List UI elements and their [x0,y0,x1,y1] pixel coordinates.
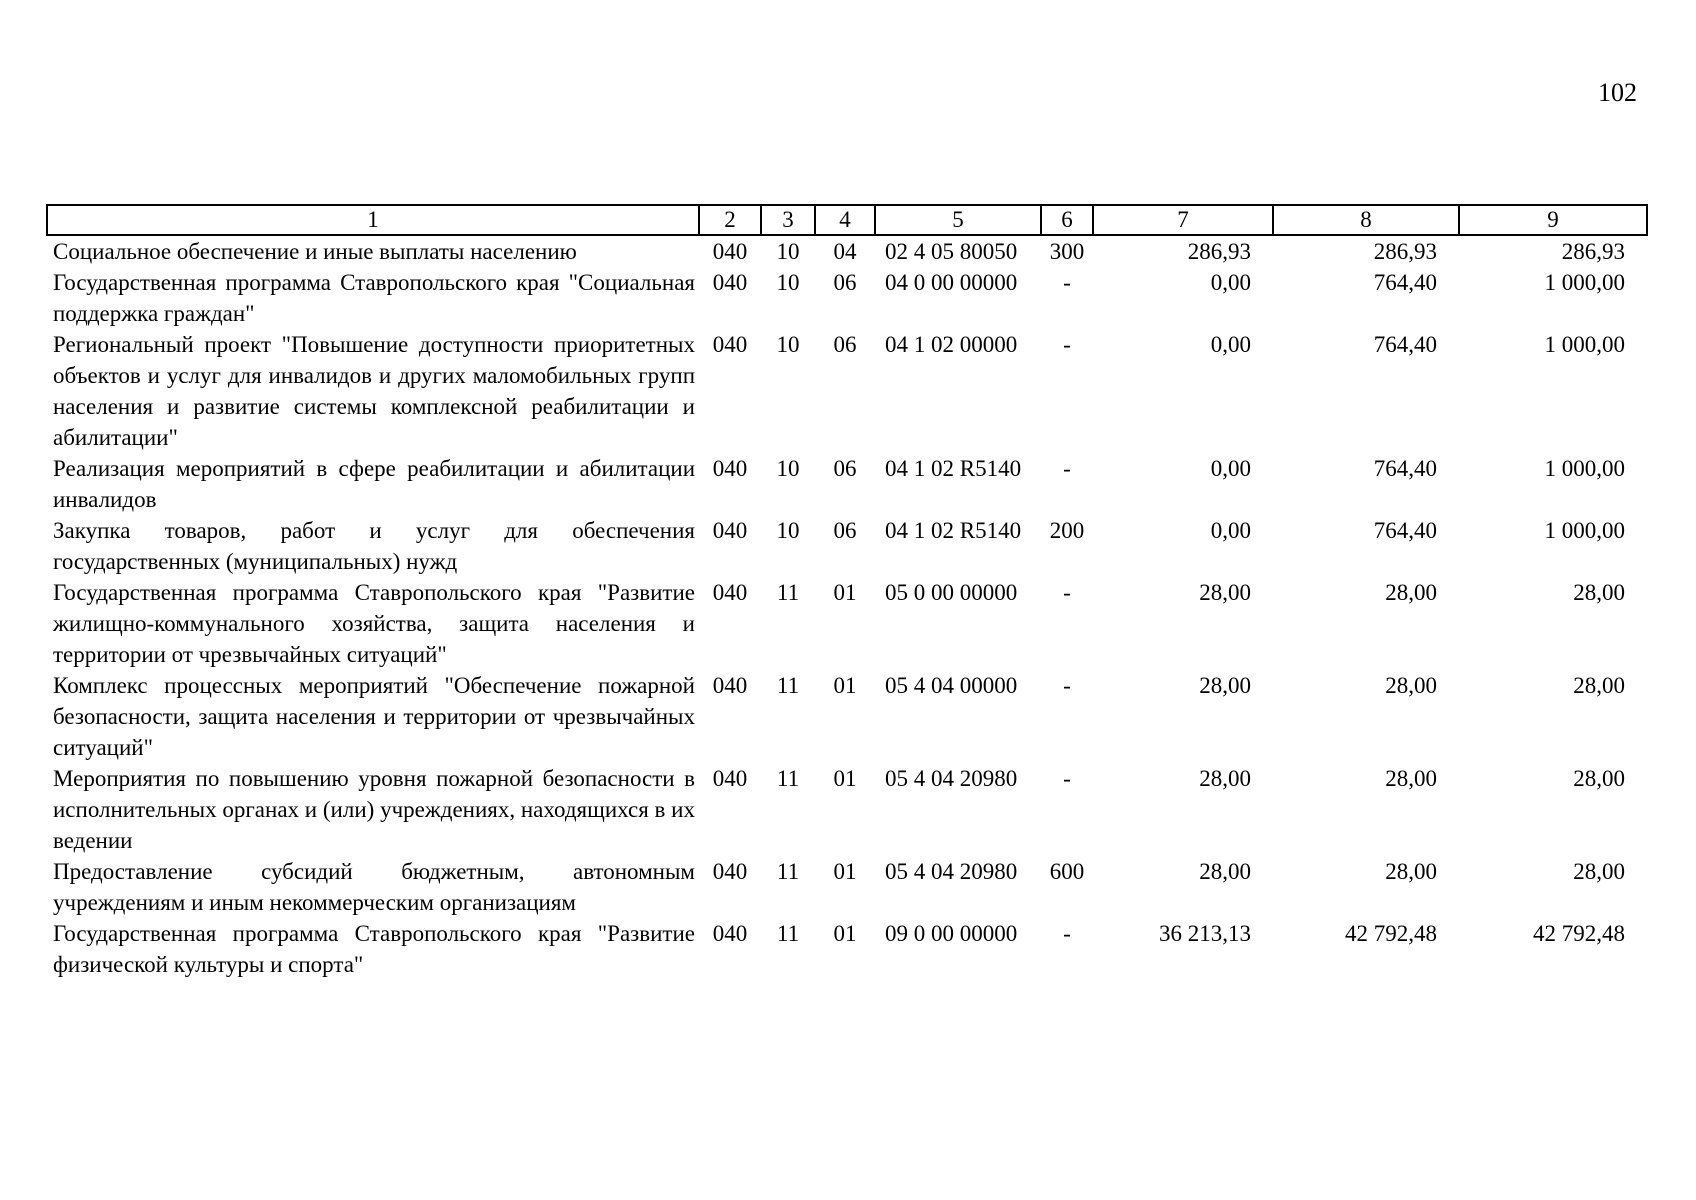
row-ministry: 040 [712,239,748,264]
row-target-article: 05 4 04 20980 [885,859,1018,884]
row-section: 10 [776,239,800,264]
row-value-col7: 0,00 [1210,332,1251,357]
row-name: Государственная программа Ставропольского края "Социальная поддержка граждан" [53,270,695,326]
row-ministry: 040 [712,580,748,605]
row-subsection: 06 [833,270,857,295]
column-header: 7 [1093,205,1273,235]
column-header: 2 [699,205,761,235]
row-value-col9: 28,00 [1573,673,1625,698]
budget-table [46,204,1648,980]
row-section: 11 [776,859,800,884]
row-ministry: 040 [712,332,748,357]
row-subsection: 01 [833,921,857,946]
row-name: Государственная программа Ставропольского края "Развитие жилищно-коммунального хозяйства, защита населения и территории от чрезвычайных ситуаций" [53,580,695,667]
row-expense-type: 200 [1049,518,1085,543]
row-name: Реализация мероприятий в сфере реабилитации и абилитации инвалидов [53,456,695,512]
row-target-article: 04 0 00 00000 [885,270,1018,295]
row-value-col9: 1 000,00 [1544,518,1625,543]
row-subsection: 06 [833,456,857,481]
row-section: 10 [776,456,800,481]
table-row [47,235,1647,267]
table-body [47,235,1647,980]
page-number: 102 [1598,78,1637,107]
row-subsection: 01 [833,766,857,791]
row-subsection: 01 [833,673,857,698]
row-value-col8: 764,40 [1373,456,1437,481]
row-expense-type: 600 [1049,859,1085,884]
row-section: 10 [776,270,800,295]
row-value-col8: 28,00 [1385,580,1437,605]
column-header: 5 [875,205,1041,235]
row-value-col9: 28,00 [1573,580,1625,605]
table-row [47,267,1647,329]
row-section: 11 [776,673,800,698]
row-expense-type: - [1063,332,1071,357]
row-ministry: 040 [712,673,748,698]
row-value-col7: 28,00 [1199,859,1251,884]
column-header: 1 [47,205,699,235]
row-subsection: 04 [833,239,857,264]
column-header: 6 [1041,205,1093,235]
table-row [47,918,1647,980]
row-value-col9: 28,00 [1573,859,1625,884]
row-value-col9: 1 000,00 [1544,332,1625,357]
row-value-col8: 42 792,48 [1345,921,1437,946]
row-value-col8: 28,00 [1385,859,1437,884]
row-target-article: 04 1 02 R5140 [885,456,1022,481]
row-ministry: 040 [712,859,748,884]
row-expense-type: - [1063,580,1071,605]
row-target-article: 05 4 04 00000 [885,673,1018,698]
row-value-col7: 28,00 [1199,673,1251,698]
row-section: 10 [776,518,800,543]
row-section: 11 [776,921,800,946]
row-section: 11 [776,766,800,791]
row-expense-type: - [1063,766,1071,791]
header-row [47,205,1647,235]
row-expense-type: - [1063,921,1071,946]
row-subsection: 06 [833,518,857,543]
row-value-col8: 764,40 [1373,332,1437,357]
row-target-article: 04 1 02 00000 [885,332,1018,357]
row-value-col8: 286,93 [1373,239,1437,264]
row-expense-type: 300 [1049,239,1085,264]
table-row [47,515,1647,577]
row-value-col7: 0,00 [1210,518,1251,543]
row-section: 10 [776,332,800,357]
row-value-col7: 36 213,13 [1159,921,1251,946]
row-value-col8: 28,00 [1385,766,1437,791]
column-header: 3 [761,205,815,235]
row-value-col8: 764,40 [1373,518,1437,543]
row-value-col8: 764,40 [1373,270,1437,295]
row-ministry: 040 [712,456,748,481]
table-row [47,329,1647,453]
row-target-article: 04 1 02 R5140 [885,518,1022,543]
row-expense-type: - [1063,673,1071,698]
column-header: 4 [815,205,875,235]
row-name: Предоставление субсидий бюджетным, автономным учреждениям и иным некоммерческим организациям [53,859,695,915]
row-target-article: 02 4 05 80050 [885,239,1018,264]
row-value-col8: 28,00 [1385,673,1437,698]
column-header: 8 [1273,205,1459,235]
row-name: Мероприятия по повышению уровня пожарной безопасности в исполнительных органах и (или) учреждениях, находящихся в их ведении [53,766,695,853]
row-ministry: 040 [712,921,748,946]
table-row [47,856,1647,918]
row-value-col7: 0,00 [1210,270,1251,295]
row-target-article: 05 0 00 00000 [885,580,1018,605]
row-expense-type: - [1063,456,1071,481]
row-name: Социальное обеспечение и иные выплаты населению [53,239,577,264]
row-name: Закупка товаров, работ и услуг для обеспечения государственных (муниципальных) нужд [53,518,695,574]
row-target-article: 09 0 00 00000 [885,921,1018,946]
row-value-col7: 286,93 [1187,239,1251,264]
table-row [47,453,1647,515]
row-ministry: 040 [712,766,748,791]
row-subsection: 06 [833,332,857,357]
row-section: 11 [776,580,800,605]
row-value-col9: 1 000,00 [1544,270,1625,295]
table-row [47,577,1647,670]
row-value-col9: 42 792,48 [1533,921,1625,946]
row-name: Региональный проект "Повышение доступности приоритетных объектов и услуг для инвалидов и других маломобильных групп населения и развитие системы комплексной реабилитации и абилитации" [53,332,695,450]
row-value-col7: 28,00 [1199,580,1251,605]
row-value-col9: 286,93 [1561,239,1625,264]
column-header: 9 [1459,205,1647,235]
row-ministry: 040 [712,270,748,295]
row-value-col7: 28,00 [1199,766,1251,791]
row-value-col7: 0,00 [1210,456,1251,481]
table-row [47,763,1647,856]
table-row [47,670,1647,763]
row-value-col9: 1 000,00 [1544,456,1625,481]
row-name: Государственная программа Ставропольского края "Развитие физической культуры и спорта" [53,921,695,977]
row-ministry: 040 [712,518,748,543]
row-value-col9: 28,00 [1573,766,1625,791]
row-expense-type: - [1063,270,1071,295]
row-target-article: 05 4 04 20980 [885,766,1018,791]
row-subsection: 01 [833,580,857,605]
row-subsection: 01 [833,859,857,884]
row-name: Комплекс процессных мероприятий "Обеспечение пожарной безопасности, защита населения и территории от чрезвычайных ситуаций" [53,673,695,760]
